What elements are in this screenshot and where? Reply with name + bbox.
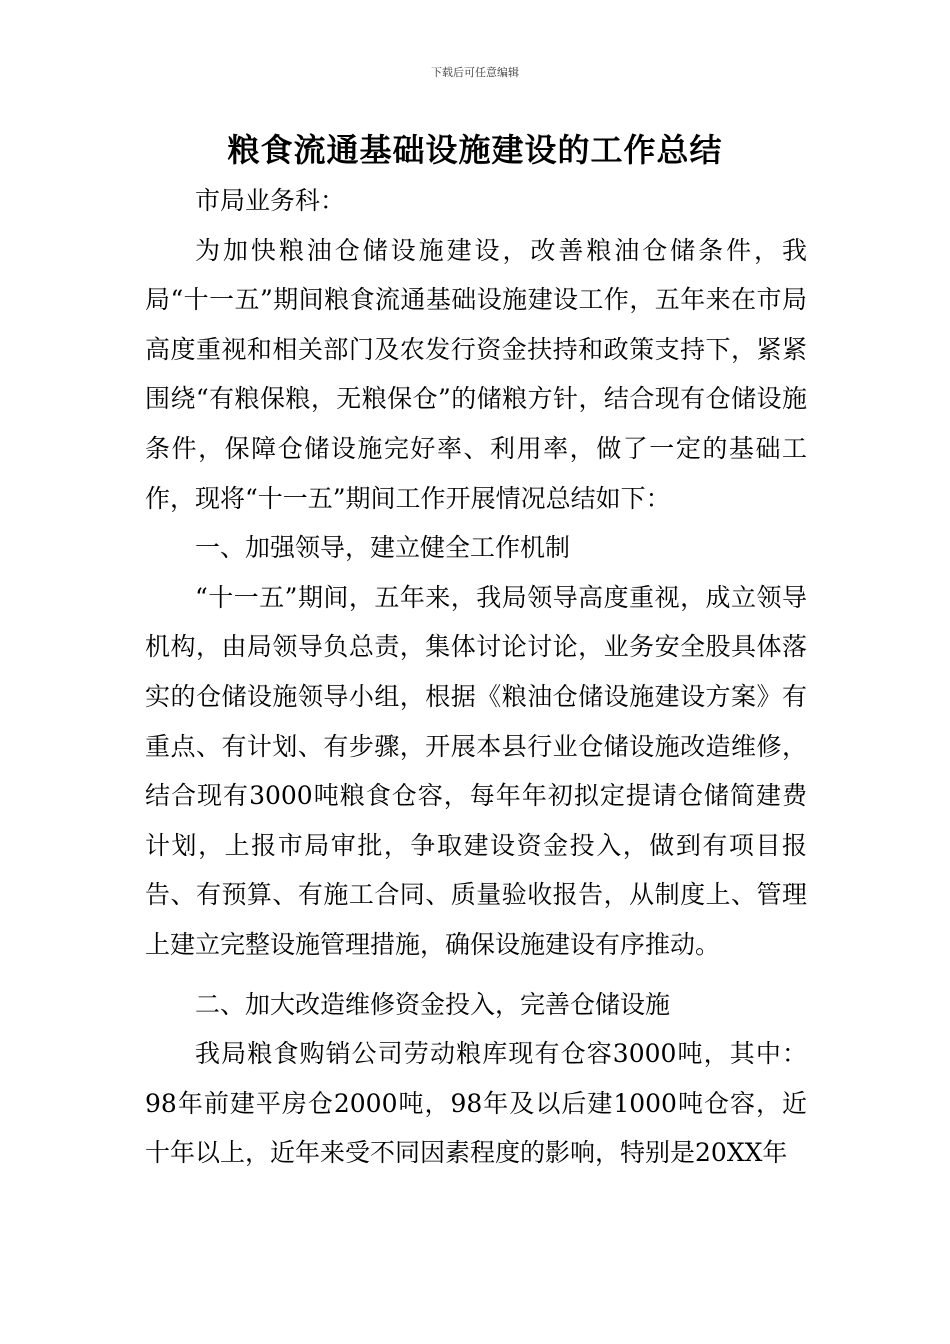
document-title: 粮食流通基础设施建设的工作总结: [227, 131, 723, 169]
header-note: 下载后可任意编辑: [431, 66, 519, 79]
paragraph-intro: 为加快粮油仓储设施建设，改善粮油仓储条件，我局“十一五”期间粮食流通基础设施建设工作，五年来在市局高度重视和相关部门及农发行资金扶持和政策支持下，紧紧围绕“有粮保粮，无粮保仓”的储粮方针，结合现有仓储设施条件，保障仓储设施完好率、利用率，做了一定的基础工作，现将“十一五”期间工作开展情况总结如下：: [145, 235, 807, 513]
salutation: 市局业务科：: [195, 186, 346, 215]
paragraph-section-1: “十一五”期间，五年来，我局领导高度重视，成立领导机构，由局领导负总责，集体讨论讨论，业务安全股具体落实的仓储设施领导小组，根据《粮油仓储设施建设方案》有重点、有计划、有步骤，开展本县行业仓储设施改造维修，结合现有3000吨粮食仓容，每年年初拟定提请仓储简建费计划，上报市局审批，争取建设资金投入，做到有项目报告、有预算、有施工合同、质量验收报告，从制度上、管理上建立完整设施管理措施，确保设施建设有序推动。: [145, 582, 807, 959]
section-heading-1: 一、加强领导，建立健全工作机制: [195, 533, 571, 563]
paragraph-section-2: 我局粮食购销公司劳动粮库现有仓容3000吨，其中：98年前建平房仓2000吨，98年及以后建1000吨仓容，近十年以上，近年来受不同因素程度的影响，特别是20XX年: [145, 1039, 807, 1168]
document-body: [145, 176, 807, 1178]
section-heading-2: 二、加大改造维修资金投入，完善仓储设施: [195, 989, 671, 1019]
